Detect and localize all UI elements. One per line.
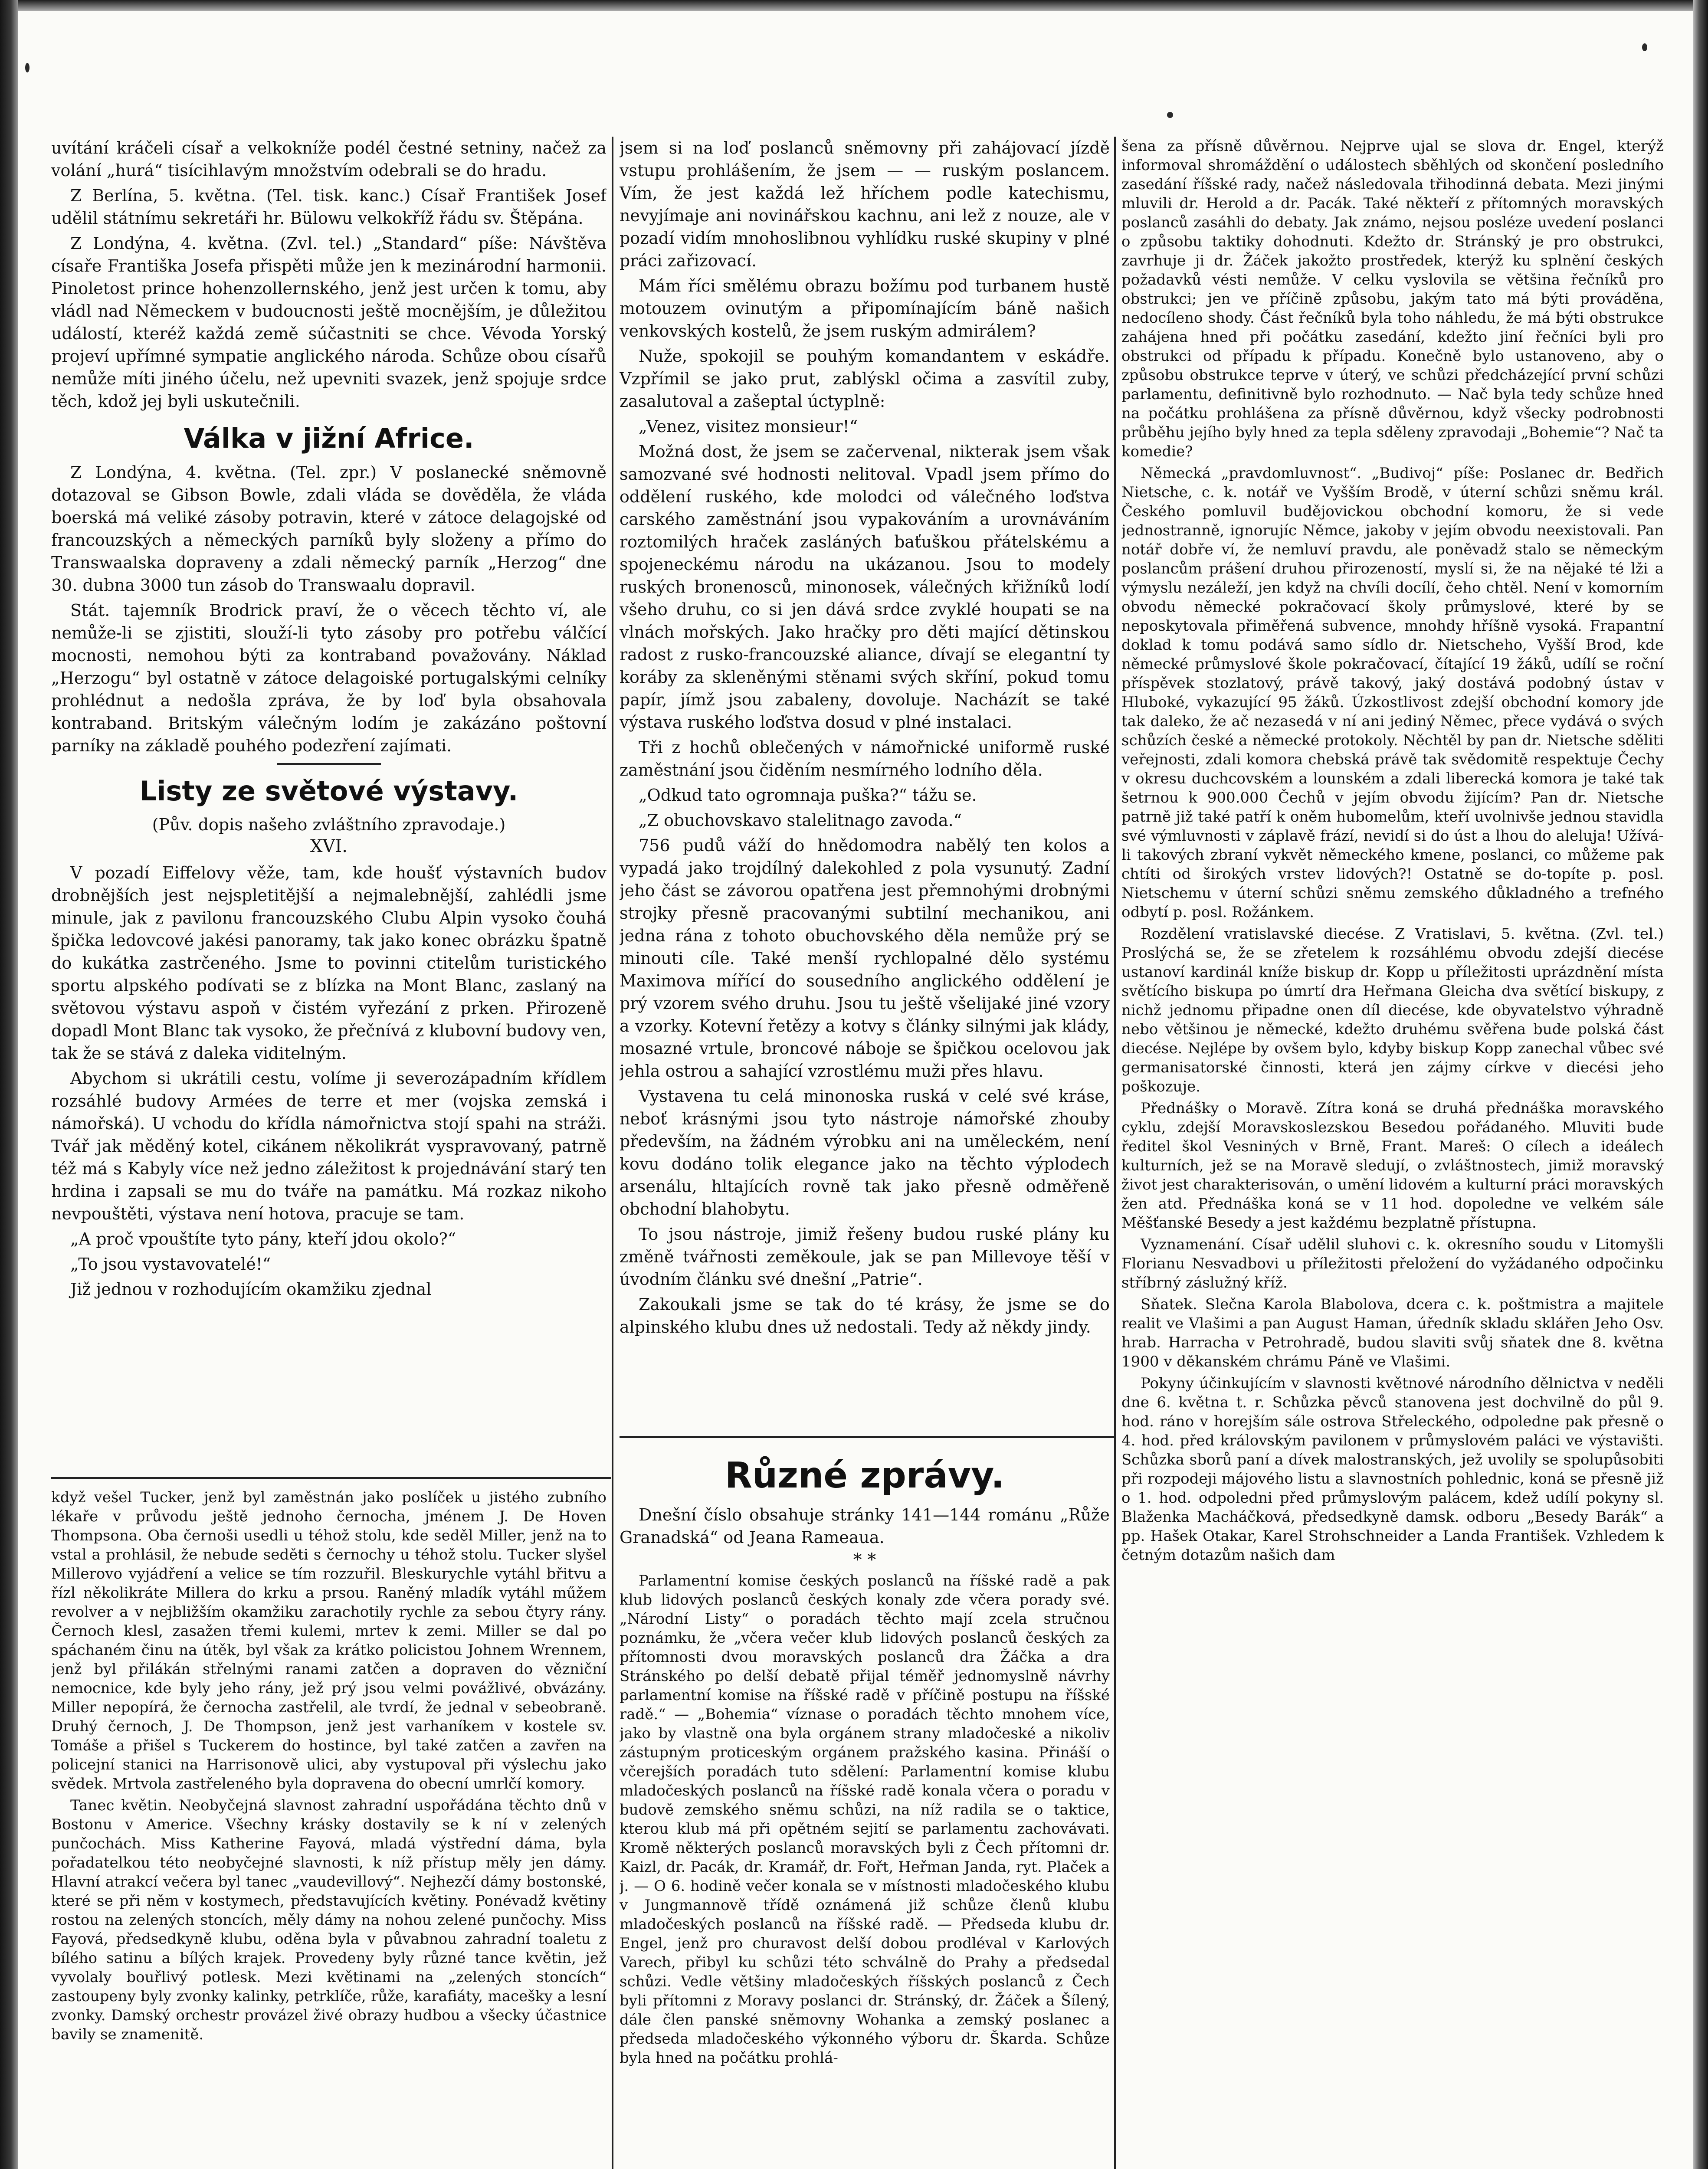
left-lower-column bbox=[51, 1488, 606, 2169]
news-truthfulness: Německá „pravdomluvnost“. „Budivoj“ píše: Poslanec dr. Bedřich Nietsche, c. k. notář ve Vyšším Brodě, v úterní schůzi sněmu král. Českého pomluvil budějovickou obchodní komoru, že si vede jednostranně, ignorujíc Němce, jakoby v jejím obvodu neexistovali. Pan notář dobře ví, že nemluví pravdu, ale poněvadž stalo se německým poslancům prášení druhou přirozeností, myslí si, že na nějaké té lži a výmyslu nezáleží, jen když na chvíli docílí, čeho chtěl. Není v komorním obvodu německé pokračovací školy průmyslové, které by se neposkytovala přiměřená subvence, mnohdy hříšně vysoká. Frapantní doklad k tomu podává samo sídlo dr. Nietscheho, Vyšší Brod, kde německé průmyslové škole pokračovací, čítající 19 žáků, udílí se roční příspěvek stozlatový, právě takový, jaký dostává podobný ústav v Hluboké, vykazující 95 žáků. Úzkostlivost zdejší obchodní komory jde tak daleko, že ač nezasedá v ní ani jediný Němec, přece vydává o svých schůzích české a německé protokoly. Něchtěl by pan dr. Nietsche sděliti veřejnosti, zdali komora chebská právě tak svědomitě respektuje Čechy v okresu duchcovském a lounském a zdali liberecká komora je také tak šetrnou k 900.000 Čechů v jejím obvodu žijícím? Pan dr. Nietsche patrně již také patří k oněm hubomelům, kteří uvolnivše jednou stavidla své výmluvnosti v záplavě frází, nevidí si do úst a lhou do aleluja! Užívá-li takových zbraní vykvět německého kmene, poslanci, co můžeme pak chtíti od širokých vrstev lidových?! Ostatně se do-topíte p. posl. Nietschemu v úterní schůzi sněmu zemského důkladného a trefného odbytí p. posl. Rožánkem. bbox=[1121, 465, 1664, 921]
expo-dialogue: „Venez, visitez monsieur!“ bbox=[639, 417, 858, 436]
story-paragraph: když vešel Tucker, jenž byl zaměstnán jako poslíček u jistého zubního lékaře v průvodu ještě jednoho černocha, jménem J. De Hoven Thompsona. Oba černoši usedli u téhož stolu, kde seděl Miller, jenž na to vstal a prohlásil, že nebude seděti s černochy u téhož stolu. Tucker slyšel Millerovo vyjádření a velice se tím rozzuřil. Bleskurychle vytáhl břitvu a řízl několikráte Millera do krku a prsou. Raněný mladík vytáhl műžem revolver a v nejbližším okamžiku zarachotily rychle za sebou čtyry rány. Černoch klesl, zasažen třemi kulemi, mrtev k zemi. Miller se dal po spáchaném činu na útěk, byl však za krátko policistou Johnem Wrennem, jenž byl přilákán střelnými ranami zatčen a dopraven do vězniční nemocnice, kde byly jeho rány, jež prý jsou velmi povážlivé, obvázány. Miller nepopírá, že černocha zastřelil, ale tvrdí, že jednal v sebeobraně. Druhý černoch, J. De Thompson, jenž jest varhaníkem v kostele sv. Tomáše a přišel s Tuckerem do hostince, byl také zatčen a zavřen na policejní stanici na Harrisonově ulici, aby vystupoval při výslechu jako svědek. Mrtvola zastřeleného byla dopravena do obecní umrlčí komory. bbox=[51, 1489, 606, 1792]
flower-dance-paragraph: Tanec květin. Neobyčejná slavnost zahradní uspořádána těchto dnů v Bostonu v Americe. Všechny krásky dostavily se k ní v zelených punčochách. Miss Katherine Fayová, mladá výstřední dáma, byla pořadatelkou této neobyčejné slavnosti, k níž přístup měly jen dámy. Hlavní atrakcí večera byl tanec „vaudevillový“. Nejhezčí dámy bostonské, které se při něm v kostymech, představujících květiny. Ponévadž květiny rostou na zelených stoncích, měly dámy na nohou zelené punčochy. Miss Fayová, předsedkyně klubu, oděna byla v půvabnou zahradní toaletu z bílého satinu a bílých krajek. Provedeny byly různé tance květin, jež vyvolaly bouřlivý potlesk. Mezi květinami na „zelených stoncích“ zastoupeny byly zvonky kalinky, petrklíče, růže, karafiáty, macešky a lesní zvonky. Damský orchestr provázel živé obrazy hudbou a všecky účastnice bavily se znamenitě. bbox=[51, 1797, 606, 2043]
star-separator: * * bbox=[853, 1550, 876, 1570]
scan-edge-top bbox=[0, 0, 1708, 11]
middle-column bbox=[620, 137, 1110, 1464]
news-wedding: Sňatek. Slečna Karola Blabolova, dcera c. k. poštmistra a majitele realit ve Vlašimi a pan August Haman, úředník skladu sklářen Jeho Osv. hrab. Harracha v Petrohradě, budou slaviti svůj sňatek dne 8. května 1900 v děkanském chrámu Páně ve Vlašimi. bbox=[1121, 1296, 1664, 1370]
ink-smudge bbox=[1642, 43, 1647, 51]
scan-edge-right bbox=[1693, 0, 1708, 2169]
separator-rule bbox=[277, 763, 381, 765]
expo-subtitle: (Pův. dopis našeho zvláštního zpravodaje.) bbox=[152, 815, 506, 834]
scan-edge-left bbox=[0, 0, 18, 2169]
news-diocese: Rozdělení vratislavské diecése. Z Vratislavi, 5. května. (Zvl. tel.) Proslýchá se, že se zřetelem k rozsáhlému obvodu zdejší diecése ustanoví kardinál kníže biskup dr. Kopp u příležitosti uprázdnění místa světícího biskupa po úmrtí dra Heřmana Gleicha dva světící biskupy, z nichž jednomu připadne onen díl diecése, kde obyvatelstvo výhradně nebo většinou je německé, kdežto druhému svěřena bude polská část diecése. Nejlépe by ovšem bylo, kdyby biskup Kopp zanechal vůbec své germanisatorské činnosti, která jen zájmy církve v diecési jeho poškozuje. bbox=[1121, 925, 1664, 1095]
expo-paragraph: jsem si na loď poslanců sněmovny při zahájovací jízdě vstupu prohlášením, že jsem — — ruským poslancem. Vím, že jest každá lež hříchem podle katechismu, nevyjímaje ani novinářskou kachnu, ani lež z nouze, ale v pozadí vidím mnohoslibnou vyhlídku ruské skupiny v plné práci zařizovací. bbox=[620, 138, 1110, 270]
expo-dialogue: „A proč vpouštíte tyto pány, kteří jdou okolo?“ bbox=[70, 1229, 456, 1248]
news-london: Z Londýna, 4. května. (Zvl. tel.) „Standard“ píše: Návštěva císaře Františka Josefa přispěti může jen k mezinárodní harmonii. Pinoletost prince hohenzollernského, jenž jest určen k tomu, aby vládl nad Německem v budoucnosti ještě mocnějším, je důležitou událostí, kteréž každá země súčastniti se chce. Vévoda Yorský projeví upřímné sympatie anglického národa. Schůze obou císařů nemůže míti jiného účelu, než upevniti svazek, jenž spojuje srdce těch, kdož jej byli uskutečnili. bbox=[51, 234, 606, 411]
ink-smudge bbox=[1167, 112, 1173, 118]
middle-lower-column bbox=[620, 1445, 1110, 2169]
news-lectures: Přednášky o Moravě. Zítra koná se druhá přednáška moravského cyklu, zdejší Moravskoslezskou Besedou pořádaného. Mluviti bude ředitel škol Vesniných v Brně, Frant. Mareš: O cílech a ideálech kulturních, jež se na Moravě sledují, o zvláštnostech, jimiž moravský život jest charakterisován, o umění lidovém a kulturní práci moravských žen atd. Přednáška koná se v 11 hod. dopoledne ve velkém sále Měšťanské Besedy a jest každému bezplatně přístupna. bbox=[1121, 1100, 1664, 1232]
expo-paragraph: Nuže, spokojil se pouhým komandantem v eskádře. Vzpřímil se jako prut, zablýskl očima a zasvítil zuby, zasalutoval a zašeptal úctyplně: bbox=[620, 347, 1110, 411]
expo-dialogue: „Odkud tato ogromnaja puška?“ tážu se. bbox=[639, 786, 977, 805]
expo-paragraph: Mám říci smělému obrazu božímu pod turbanem hustě motouzem ovinutým a připomínajícím báně našich venkovských kostelů, že jsem ruským admirálem? bbox=[620, 276, 1110, 341]
news-instructions: Pokyny účinkujícím v slavnosti květnové národního dělnictva v neděli dne 6. května t. r. Schůzka pěvců stanovena jest dochvilně do půl 9. hod. ráno v horejším sále ostrova Střeleckého, odpoledne pak přesně o 4. hod. před královským pavilonem v průmyslovém paláci ve výstavišti. Schůzka sborů paní a dívek malostranských, jež uvolily se spolupůsobiti při rozpodeji májového listu a slavnostních pohlednic, koná se přesně již o 1. hod. odpoledni před průmyslovým palácem, kdež udílí pokyny sl. Blaženka Macháčková, předsedkyně damsk. odboru „Besedy Barák“ a pp. Hašek Otakar, Karel Strohschneider a Landa František. Vzhledem k četným dotazům našich dam bbox=[1121, 1375, 1664, 1564]
ink-smudge bbox=[25, 63, 30, 72]
left-column bbox=[51, 137, 606, 1475]
expo-dialogue: „Z obuchovskavo stalelitnago zavoda.“ bbox=[639, 811, 962, 830]
novel-notice: Dnešní číslo obsahuje stránky 141—144 románu „Růže Granadská“ od Jeana Rameaua. bbox=[620, 1505, 1110, 1547]
expo-headline: Listy ze světové výstavy. bbox=[139, 775, 518, 807]
expo-number: XVI. bbox=[310, 836, 348, 856]
news-headline: Různé zprávy. bbox=[725, 1455, 1005, 1496]
expo-paragraph: Zakoukali jsme se tak do té krásy, že jsme se do alpinského klubu dnes už nedostali. Tedy až někdy jindy. bbox=[620, 1295, 1110, 1337]
parliament-continued: šena za přísně důvěrnou. Nejprve ujal se slova dr. Engel, kterýž informoval shromáždění o událostech sběhlých od skončení posledního zasedání říšské rady, načež následovala třihodinná debata. Mezi jinými mluvili dr. Herold a dr. Pacák. Také někteří z přítomných moravských poslanců zasáhli do debaty. Jak známo, nejsou posléze uvedení poslanci o způsobu taktiky dohodnuti. Kdežto dr. Stránský je pro obstrukci, zavrhuje ji dr. Žáček jakožto prostředek, kterýž ku splnění českých požadavků vésti nemůže. V celku vyslovila se většina řečníků pro obstrukci; jen ve příčině způsobu, jakým tato má býti prováděna, nedocíleno shody. Část řečníků byla toho náhledu, že má býti obstrukce zahájena hned při počátku zasedání, kdežto jiní řečníci byli pro obstrukci od případu k případu. Konečně bylo ustanoveno, aby o způsobu obstrukce teprve v úterý, ve schůzi předcházející první schůzi parlamentu, definitivně bylo rozhodnuto. — Nač byla tedy schůze hned na počátku prohlášena za přísně důvěrnou, když všecky podrobnosti průběhu jejího byly hned za tepla sděleny zpravodaji „Bohemie“? Nač ta komedie? bbox=[1121, 138, 1664, 460]
right-column bbox=[1121, 137, 1664, 2169]
expo-paragraph: Tři z hochů oblečených v námořnické uniformě ruské zaměstnání jsou čiděním nesmírného lodního děla. bbox=[620, 738, 1110, 780]
column-rule bbox=[1114, 137, 1116, 2169]
war-paragraph: Z Londýna, 4. května. (Tel. zpr.) V poslanecké sněmovně dotazoval se Gibson Bowle, zdali vláda se dověděla, že vláda boerská má veliké zásoby potravin, které v zátoce delagojské od francouzských a německých parníků byly složeny a přímo do Transwaalska dopraveny a zdali německý parník „Herzog“ dne 30. dubna 3000 tun zásob do Transwaalu dopravil. bbox=[51, 463, 606, 595]
expo-paragraph: Již jednou v rozhodujícím okamžiku zjednal bbox=[70, 1280, 432, 1299]
expo-paragraph: Abychom si ukrátili cestu, volíme ji severozápadním křídlem rozsáhlé budovy Armées de terre et mer (vojska zemská i námořská). U vchodu do křídla námořnictva stojí spahi na stráži. Tvář jak měděný kotel, cikánem několikrát vyspravovaný, patrně též má s Kabyly více než jedno záležitost k projednávání starý ten hrdina i zapsali se mu do tváře na památku. Má rozkaz nikoho nevpouštěti, výstava není hotova, pracuje se tam. bbox=[51, 1069, 606, 1223]
war-paragraph: Stát. tajemník Brodrick praví, že o věcech těchto ví, ale nemůže-li se zjistiti, slouží-li tyto zásoby pro potřebu válčící mocnosti, nemohou býti za kontraband považovány. Náklad „Herzogu“ byl ostatně v zátoce delagoiské portugalskými celníky prohlédnut a nedošla zpráva, že by loď byla obsahovala kontraband. Britským válečným lodím je zakázáno poštovní parníky na základě pouhého podezření zajímati. bbox=[51, 601, 606, 755]
expo-paragraph: V pozadí Eiffelovy věže, tam, kde houšť výstavních budov drobnějších jest nejspletitější a nejmalebnější, zahlédli jsme minule, jak z pavilonu francouzského Clubu Alpin vysoko čouhá špička ledovcové jakési panoramy, tak jako konec obrázku špatně do kukátka zastrčeného. Jsme to povinni ctitelům turistického sportu alpského podívati se z blízka na Mont Blanc, zaslaný na světovou výstavu aspoň v čistém vyřezání z prken. Přirozeně dopadl Mont Blanc tak vysoko, že přečnívá z klubovní budovy ven, tak že se stává z daleka viditelným. bbox=[51, 863, 606, 1063]
column-rule bbox=[612, 137, 613, 2169]
news-berlin: Z Berlína, 5. května. (Tel. tisk. kanc.) Císař František Josef udělil státnímu sekretáři hr. Bülowu velkokříž řádu sv. Štěpána. bbox=[51, 186, 606, 228]
parliament-paragraph: Parlamentní komise českých poslanců na říšské radě a pak klub lidových poslanců českých konaly zde včera porady své. „Národní Listy“ o poradách těchto mají zcela stručnou poznámku, že „včera večer klub lidových poslanců českých za přítomnosti dvou moravských poslanců dra Žáčka a dra Stránského po delší debatě přijal téměř jednomyslně návrhy parlamentní komise na říšské radě v příčině postupu na říšské radě.“ — „Bohemia“ víznase o poradách těchto mnohem více, jako by vlastně ona byla orgánem strany mladočeské a nikoliv zástupným proticeským orgánem pražského kasina. Přináší o včerejších poradách tuto sdělení: Parlamentní komise klubu mladočeských poslanců na říšské radě konala včera o poradu v budově zemského sněmu schůzi, na níž radila se o taktice, kterou klub má při opětném sejití se parlamentu zachovávati. Kromě některých poslanců moravských byli z Čech přítomni dr. Kaizl, dr. Pacák, dr. Kramář, dr. Fořt, Heřman Janda, ryt. Plaček a j. — O 6. hodině večer konala se v místnosti mladočeského klubu v Jungmannově třídě oznámená již schůze členů klubu mladočeských poslanců na říšské radě. — Předseda klubu dr. Engel, jenž pro churavost delší dobou prodléval v Karlových Varech, přibyl ku schůzi této schválně do Prahy a předsedal schůzi. Vedle většiny mladočeských říšských poslanců z Čech byli přítomni z Moravy poslanci dr. Stránský, dr. Žáček a Šílený, dále člen panské sněmovny Wohanka a zemský poslanec a předseda mladočeského výkonného výboru dr. Škarda. Schůze byla hned na počátku prohlá- bbox=[620, 1572, 1110, 2067]
article-paragraph: uvítání kráčeli císař a velkokníže podél čestné setniny, načež za volání „hurá“ tisícihlavým množstvím odebrali se do hradu. bbox=[51, 138, 606, 180]
news-honour: Vyznamenání. Císař udělil sluhovi c. k. okresního soudu v Litomyšli Florianu Nesvadbovi u příležitosti přeložení do vyžádaného odpočinku stříbrný záslužný kříž. bbox=[1121, 1236, 1664, 1291]
expo-dialogue: „To jsou vystavovatelé!“ bbox=[70, 1255, 271, 1274]
expo-paragraph: 756 pudů váží do hnědomodra nabělý ten kolos a vypadá jako trojdílný dalekohled z pola vysunutý. Zadní jeho část se závorou opatřena jest přemnohými drobnými strojky přesně pracovanými subtilní mechanikou, ani jedna rána z tohoto obuchovského děla nemůže prý se minouti cíle. Také menší rychlopalné dělo systému Maximova mířící do sousedního anglického oddělení je prý vzorem svého druhu. Jsou tu ještě všelijaké jiné vzory a vzorky. Kotevní řetězy a kotvy s články silnými jak klády, mosazné vrtule, broncové náboje se špičkou ocelovou jak jehla ostrou a sahající vzrostlému muži přes hlavu. bbox=[620, 836, 1110, 1081]
section-rule bbox=[51, 1477, 611, 1479]
expo-paragraph: To jsou nástroje, jimiž řešeny budou ruské plány ku změně tvářnosti zeměkoule, jak se pan Millevoye těší v úvodním článku své dnešní „Patrie“. bbox=[620, 1225, 1110, 1289]
war-headline: Válka v jižní Africe. bbox=[184, 423, 474, 454]
expo-paragraph: Vystavena tu celá minonoska ruská v celé své kráse, neboť krásnými jsou tyto nástroje námořské zhouby především, na žádném výrobku ani na uměleckém, není kovu dodáno tolik elegance jako na těchto výplodech arsenálu, hltajících rovně tak jako přesně odměřeně obchodní blahobytu. bbox=[620, 1087, 1110, 1219]
expo-paragraph: Možná dost, že jsem se začervenal, nikterak jsem však samozvané své hodnosti nelitoval. Vpadl jsem přímo do oddělení ruského, kde molodci od válečného loďstva carského zaměstnání jsou vypakováním a urovnáváním roztomilých hraček zasláných baťuškou přátelskému a spojeneckému národu na ukázanou. Jsou to modely ruských bronenosců, minonosek, válečných křižníků lodí všeho druhu, co si jen dává srdce zvyklé houpati se na vlnách mořských. Jako hračky pro děti mající dětinskou radost z rusko-francouzské aliance, dívají se elegantní ty koráby za skleněnými stěnami svých skříní, pokud tomu papír, jímž jsou zabaleny, dovoluje. Nacházít se také výstava ruského loďstva dosud v plné instalaci. bbox=[620, 442, 1110, 732]
